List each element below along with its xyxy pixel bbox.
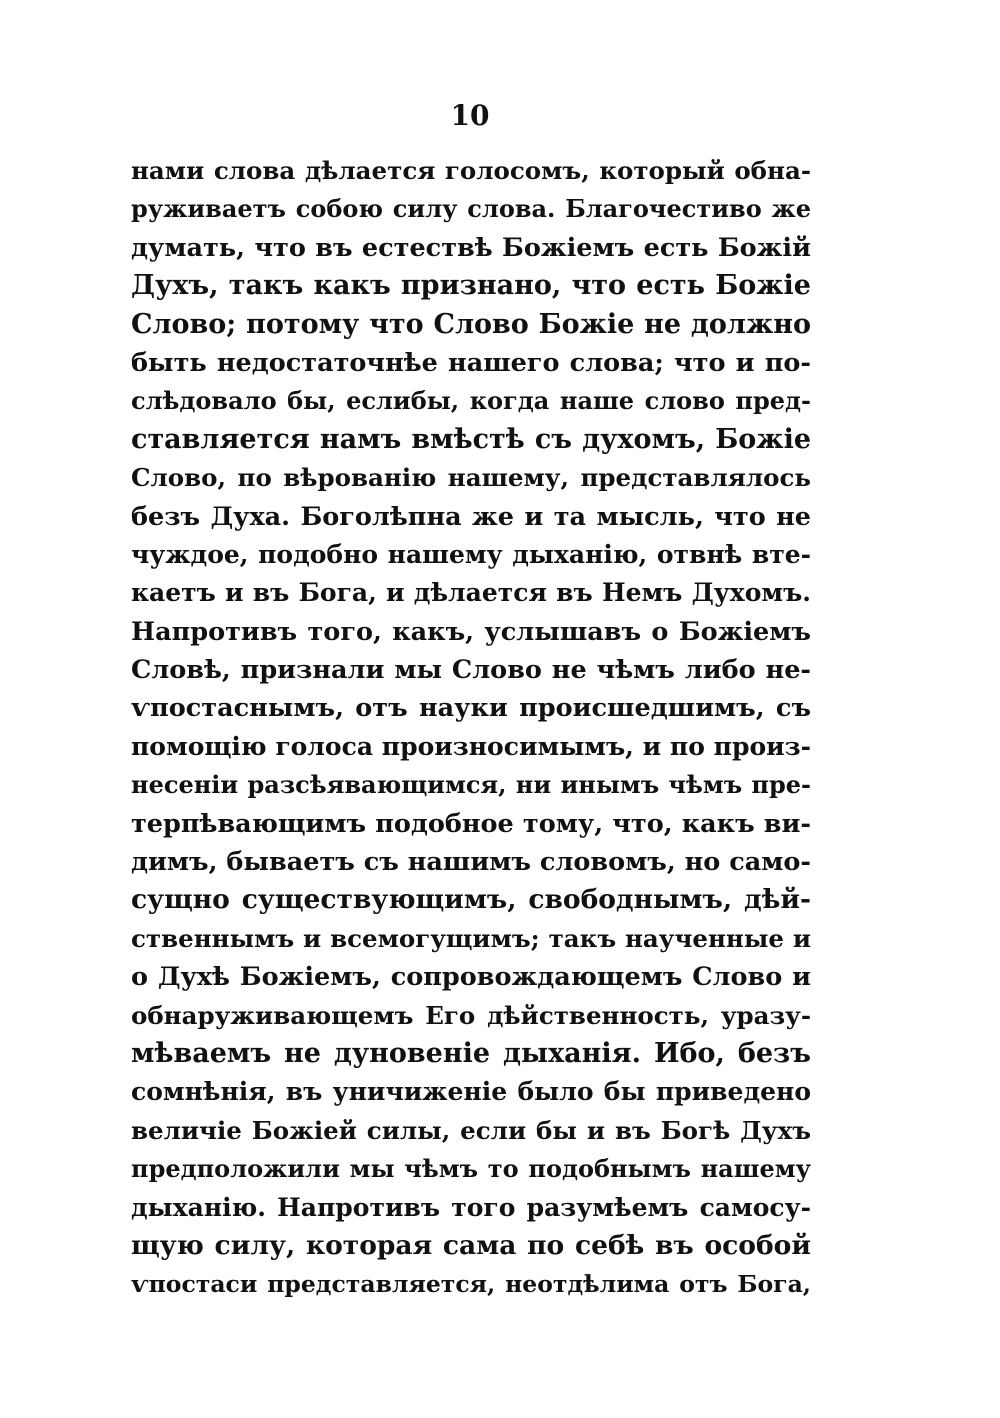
text-line: сущно существующимъ, свободнымъ, дѣй- xyxy=(131,884,811,916)
text-line: Словѣ, признали мы Слово не чѣмъ либо не- xyxy=(131,655,811,686)
text-line: мѣваемъ не дуновеніе дыханія. Ибо, безъ xyxy=(131,1037,811,1069)
text-line: ѵпостаснымъ, отъ науки происшедшимъ, съ xyxy=(131,693,811,724)
text-line: руживаетъ собою силу слова. Благочестиво же xyxy=(131,194,811,224)
text-line: предположили мы чѣмъ то подобнымъ нашему xyxy=(131,1154,811,1184)
text-line: ставляется намъ вмѣстѣ съ духомъ, Божіе xyxy=(131,423,811,455)
text-line: слѣдовало бы, еслибы, когда наше слово пред- xyxy=(131,386,811,416)
text-line: ѵпостаси представляется, неотдѣлима отъ Бога, xyxy=(131,1270,811,1299)
text-line: нами слова дѣлается голосомъ, который обна- xyxy=(131,156,811,185)
text-line: Духъ, такъ какъ признано, что есть Божіе xyxy=(131,270,811,302)
text-line: думать, что въ естествѣ Божіемъ есть Божій xyxy=(131,232,811,263)
page-number: 10 xyxy=(450,99,490,132)
text-line: Слово, по вѣрованію нашему, представлялось xyxy=(131,463,811,493)
text-line: Слово; потому что Слово Божіе не должно xyxy=(131,308,811,340)
text-line: несеніи разсѣявающимся, ни инымъ чѣмъ пре- xyxy=(131,770,811,800)
text-line: дыханію. Напротивъ того разумѣемъ самосу- xyxy=(131,1192,811,1222)
text-line: о Духѣ Божіемъ, сопровождающемъ Слово и xyxy=(131,962,811,993)
text-line: димъ, бываетъ съ нашимъ словомъ, но само- xyxy=(131,847,811,878)
text-line: величіе Божіей силы, если бы и въ Богѣ Духъ xyxy=(131,1115,811,1145)
text-line: безъ Духа. Боголѣпна же и та мысль, что не xyxy=(131,501,811,532)
text-line: ственнымъ и всемогущимъ; такъ наученные и xyxy=(131,923,811,953)
body-text xyxy=(131,152,811,1304)
text-line: Напротивъ того, какъ, услышавъ о Божіемъ xyxy=(131,616,811,647)
text-line: быть недостаточнѣе нашего слова; что и по- xyxy=(131,347,811,378)
text-line: терпѣвающимъ подобное тому, что, какъ ви- xyxy=(131,808,811,839)
text-line: сомнѣнія, въ уничиженіе было бы приведено xyxy=(131,1077,811,1107)
text-line: чуждое, подобно нашему дыханію, отвнѣ вте- xyxy=(131,539,811,569)
text-line: каетъ и въ Бога, и дѣлается въ Немъ Духомъ. xyxy=(131,578,811,608)
text-line: помощію голоса произносимымъ, и по произ- xyxy=(131,731,811,761)
text-line: обнаруживающемъ Его дѣйственность, уразу- xyxy=(131,1000,811,1030)
text-line: щую силу, которая сама по себѣ въ особой xyxy=(131,1229,811,1261)
